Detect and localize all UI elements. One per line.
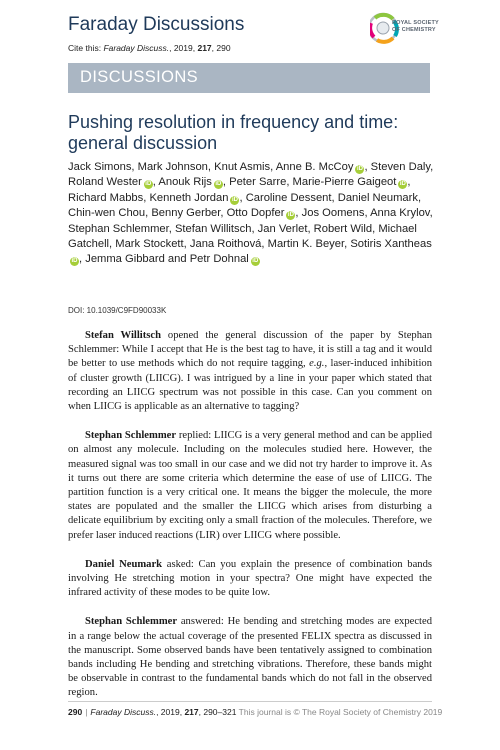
author-name: Marie-Pierre Gaigeot: [292, 176, 397, 189]
paragraph-text: LIICG is a very general method and can be applied on almost any molecule. Including on the molecules studied here. However, the measured signal was too small in our case and we did not try harder to improve it. As it turns out there are some criteria which determine the ease of use of LIICG. The partition function is a very critical one. It means the bigger the molecule, the more states are populated and the smaller the LIICG which arises from disturbing a delicate equilibrium by exciting only a small fraction of the molecules. Therefore, we prefer laser induced reactions (LIR) over LIICG where possible.: [68, 430, 432, 541]
orcid-icon[interactable]: iD: [252, 258, 259, 265]
author-separator: and: [164, 253, 190, 266]
speaker-name: Daniel Neumark: [85, 558, 163, 570]
author-name: Anna Krylov: [370, 207, 430, 220]
speaker-name: Stefan Willitsch: [85, 330, 161, 341]
footer-separator: |: [85, 707, 88, 717]
discussion-paragraph: [68, 615, 432, 700]
author-separator: ,: [270, 161, 276, 173]
italic-text: e.g.: [309, 358, 325, 370]
author-name: Petr Dohnal: [189, 253, 249, 266]
paragraph-text: , laser-induced inhibition of cluster growth (LIICG). I was intrigued by a line in your paper which stated that recording an LIICG spectrum was not possible in this case. Can you comment on when LIICG is applicable as an alternative to tagging?: [68, 358, 432, 413]
author-separator: ,: [372, 222, 379, 235]
paragraph-text: replied:: [176, 430, 214, 442]
orcid-icon[interactable]: iD: [356, 166, 363, 172]
orcid-icon[interactable]: iD: [287, 212, 294, 219]
author-name: Jan Verlet: [257, 222, 308, 235]
article-title: Pushing resolution in frequency and time: general discussion: [68, 112, 399, 153]
discussion-paragraph: [68, 429, 432, 543]
author-name: Knut Asmis: [214, 161, 271, 173]
discussion-paragraph: [68, 329, 432, 414]
orcid-icon[interactable]: iD: [231, 196, 238, 203]
author-separator: ,: [430, 161, 434, 173]
author-separator: ,: [331, 191, 338, 204]
author-name: Daniel Neumark: [337, 191, 418, 204]
author-separator: ,: [295, 207, 302, 220]
author-separator: ,: [143, 191, 150, 204]
speaker-name: Stephan Schlemmer: [85, 430, 177, 442]
orcid-icon[interactable]: iD: [71, 258, 78, 265]
author-separator: ,: [207, 161, 215, 173]
paragraph-text: Can you explain the presence of combination bands involving He stretching motion in your spectra? One might have expected the infrared activity of these modes to be quite low.: [68, 558, 432, 599]
page-number: 290: [68, 707, 83, 717]
paragraph-text: While I accept that He is the best tag to have, it is still a tag and it would be better to use methods which do not require tagging,: [68, 344, 432, 370]
author-separator: ,: [109, 238, 116, 251]
author-name: Benny Gerber: [151, 207, 221, 220]
author-separator: ,: [239, 191, 246, 204]
author-list: [68, 160, 440, 268]
author-name: Stefan Willitsch: [174, 222, 252, 235]
author-separator: ,: [344, 238, 351, 251]
author-name: Chin-wen Chou: [68, 207, 146, 220]
author-separator: ,: [261, 238, 268, 251]
discussion-body: [68, 329, 432, 716]
rsc-logo-text: ROYAL SOCIETY OF CHEMISTRY: [392, 20, 439, 33]
speaker-name: Stephan Schlemmer: [85, 616, 178, 628]
author-name: Steven Daly: [370, 161, 431, 173]
author-name: Jemma Gibbard: [85, 253, 165, 266]
author-separator: ,: [222, 176, 230, 189]
paragraph-text: He bending and stretching modes are expected in a range below the actual coverage of the presented FELIX spectra as discussed in the manuscript. Some observed bands have been tentatively assigned to combination bands including He bending and stretching vibrations. Therefore, these bands might be observable in contrast to the fundamental bands which do not fall in the observed region.: [68, 616, 432, 699]
author-separator: ,: [79, 253, 86, 266]
author-name: Jack Simons: [68, 161, 132, 173]
author-separator: ,: [152, 176, 159, 189]
author-name: Caroline Dessent: [245, 191, 332, 204]
author-separator: ,: [307, 222, 314, 235]
journal-name: Faraday Discussions: [68, 14, 245, 35]
section-banner: [68, 63, 430, 93]
author-name: Otto Dopfer: [226, 207, 285, 220]
author-separator: ,: [145, 207, 152, 220]
author-name: Anne B. McCoy: [275, 161, 354, 173]
copyright: This journal is © The Royal Society of Chemistry 2019: [238, 707, 443, 717]
doi[interactable]: DOI: 10.1039/C9FD90033K: [68, 306, 167, 315]
author-separator: ,: [286, 176, 293, 189]
author-separator: ,: [429, 207, 433, 220]
paragraph-text: answered:: [177, 616, 228, 628]
paragraph-text: opened the general discussion of the paper by Stephan Schlemmer:: [68, 330, 433, 356]
paragraph-text: asked:: [162, 558, 199, 570]
author-name: Michael Gatchell: [68, 222, 417, 251]
author-name: Robert Wild: [313, 222, 373, 235]
author-name: Richard Mabbs: [68, 191, 144, 204]
section-label: DISCUSSIONS: [80, 68, 199, 86]
footer-divider: [68, 701, 432, 702]
author-separator: ,: [364, 207, 371, 220]
author-separator: ,: [220, 207, 227, 220]
discussion-paragraph: [68, 558, 432, 601]
author-name: Mark Johnson: [137, 161, 208, 173]
page-footer: 290 | Faraday Discuss., 2019, 217, 290–321 This journal is © The Royal Society of Chemistry 2019: [68, 707, 443, 717]
citation-line: Cite this: Faraday Discuss., 2019, 217, 290: [68, 43, 231, 53]
orcid-icon[interactable]: iD: [215, 181, 222, 188]
author-name: Stephan Schlemmer: [68, 222, 169, 235]
author-name: Peter Sarre: [229, 176, 287, 189]
orcid-icon[interactable]: iD: [145, 181, 152, 188]
author-separator: ,: [183, 238, 190, 251]
author-name: Jos Oomens: [301, 207, 365, 220]
author-name: Martin K. Beyer: [267, 238, 345, 251]
author-separator: ,: [407, 176, 411, 189]
author-separator: ,: [364, 161, 371, 173]
author-name: Kenneth Jordan: [149, 191, 229, 204]
author-separator: ,: [251, 222, 258, 235]
author-name: Mark Stockett: [115, 238, 184, 251]
author-separator: ,: [417, 191, 422, 204]
author-name: Jana Roithová: [189, 238, 262, 251]
orcid-icon[interactable]: iD: [399, 181, 406, 188]
author-name: Sotiris Xantheas: [350, 238, 432, 251]
author-name: Roland Wester: [68, 176, 142, 189]
author-separator: ,: [131, 161, 138, 173]
author-name: Anouk Rijs: [158, 176, 212, 189]
author-separator: ,: [168, 222, 175, 235]
